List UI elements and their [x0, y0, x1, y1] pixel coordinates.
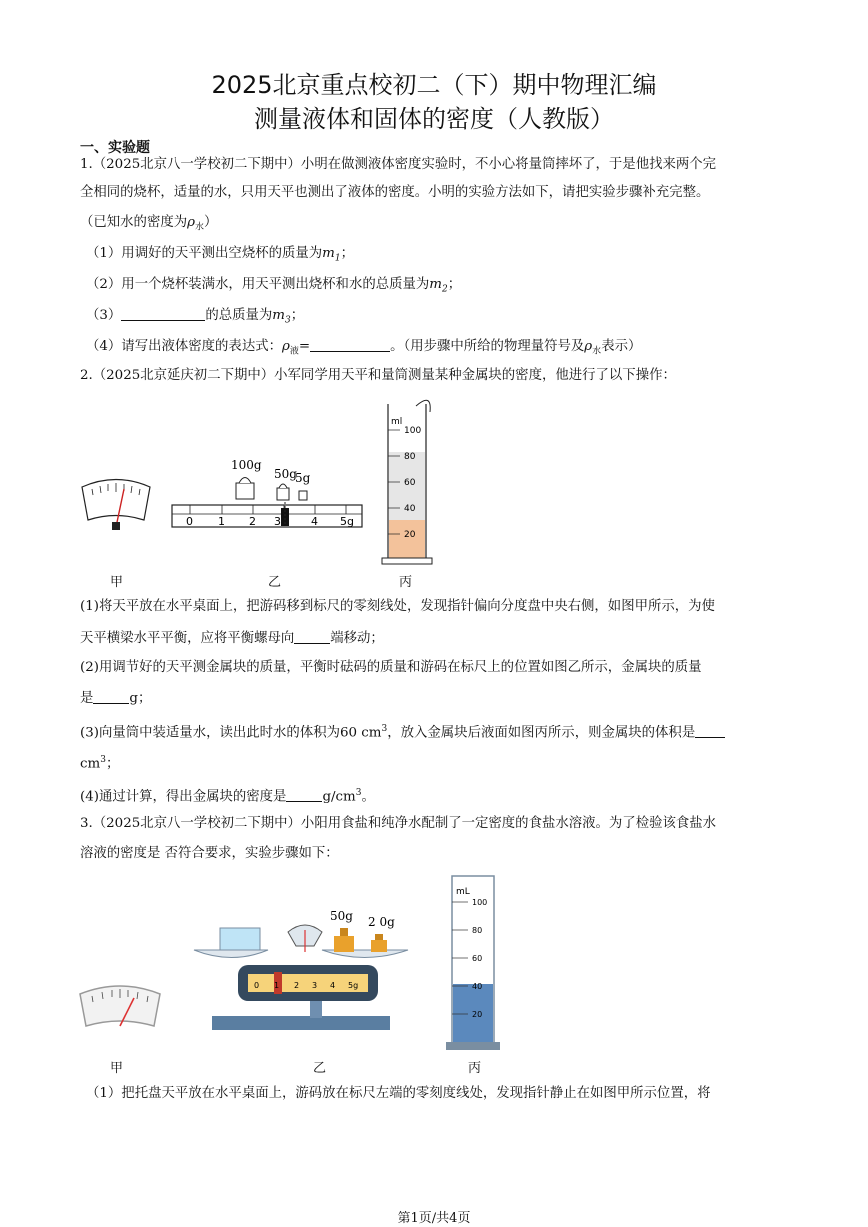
- dial-gauge-figure: [80, 986, 160, 1026]
- doc-title: 2025北京重点校初二（下）期中物理汇编: [211, 71, 657, 99]
- scale-tick-label: 0: [186, 515, 193, 528]
- scale-tick-label: 5g: [340, 515, 354, 528]
- q1-line2: 全相同的烧杯，适量的水，只用天平也测出了液体的密度。小明的实验方法如下，请把实验步骤补充完整。: [80, 185, 710, 200]
- weight-label: 50g: [274, 467, 297, 481]
- cylinder-tick-label: 80: [404, 452, 416, 462]
- scale-tick-label: 4: [330, 981, 336, 990]
- answer-blank[interactable]: [310, 337, 390, 352]
- scale-tick-label: 1: [218, 515, 225, 528]
- answer-blank[interactable]: [93, 689, 129, 704]
- cylinder-tick-label: 60: [404, 478, 416, 488]
- cylinder-unit: mL: [456, 887, 470, 897]
- dial-gauge-figure: [82, 480, 150, 531]
- q2-p4: (4)通过计算，得出金属块的密度是 $g/cm^3$。: [80, 788, 375, 805]
- scale-tick-label: 2: [249, 515, 256, 528]
- q2-p1b: 天平横梁水平平衡，应将平衡螺母向 端移动；: [80, 631, 384, 646]
- q1-step1: （1）用调好的天平测出空烧杯的质量为$m_1$；: [86, 246, 354, 264]
- q2-p2a: (2)用调节好的天平测金属块的质量，平衡时砝码的质量和游码在标尺上的位置如图乙所示，金属块的质量: [80, 660, 702, 675]
- cylinder-tick-label: 60: [472, 954, 483, 963]
- q2-figures: [78, 392, 458, 570]
- q1-line3: （已知水的密度为$\rho_水$）: [80, 215, 218, 233]
- q1-step2: （2）用一个烧杯装满水，用天平测出烧杯和水的总质量为$m_2$；: [86, 277, 462, 295]
- q3-figures: [78, 870, 508, 1058]
- answer-blank[interactable]: [121, 306, 205, 321]
- doc-subtitle: 测量液体和固体的密度（人教版）: [254, 105, 614, 133]
- figure-caption: 乙: [313, 1061, 327, 1076]
- scale-tick-label: 4: [311, 515, 318, 528]
- cylinder-tick-label: 80: [472, 926, 483, 935]
- cylinder-tick-label: 20: [472, 1010, 483, 1019]
- q1-line1: 1.（2025北京八一学校初二下期中）小明在做测液体密度实验时，不小心将量筒摔坏了，于是他找来两个完: [80, 157, 717, 172]
- answer-blank[interactable]: [286, 787, 322, 802]
- cylinder-unit: ml: [391, 417, 403, 427]
- balance-figure: [194, 909, 408, 1030]
- scale-tick-label: 0: [254, 981, 260, 990]
- q2-p3c: $cm^3$；: [80, 755, 120, 772]
- answer-blank[interactable]: [294, 629, 330, 644]
- answer-blank[interactable]: [695, 723, 725, 738]
- cylinder-tick-label: 40: [472, 982, 483, 991]
- section-heading: 一、实验题: [80, 140, 150, 156]
- q1-step3: （3） 的总质量为$m_3$；: [86, 308, 305, 326]
- weight-label: 100g: [231, 458, 262, 472]
- q2-p2b: 是 g；: [80, 691, 152, 706]
- q3-step1: （1）把托盘天平放在水平桌面上，游码放在标尺左端的零刻度线处，发现指针静止在如图甲所示位置，将: [86, 1086, 711, 1101]
- page-footer: 第1页/共4页: [397, 1211, 471, 1226]
- q3-line2: 溶液的密度是 否符合要求，实验步骤如下：: [80, 846, 339, 861]
- scale-tick-label: 1: [274, 981, 280, 990]
- cylinder-tick-label: 40: [404, 504, 416, 514]
- weight-label: 2 0g: [368, 915, 395, 929]
- scale-tick-label: 3: [274, 515, 281, 528]
- q2-line1: 2.（2025北京延庆初二下期中）小军同学用天平和量筒测量某种金属块的密度，他进行了以下操作：: [80, 368, 676, 383]
- balance-scale-figure: [172, 458, 362, 528]
- figure-caption: 甲: [110, 575, 124, 590]
- scale-tick-label: 3: [312, 981, 318, 990]
- figure-caption: 丙: [399, 575, 413, 590]
- cylinder-tick-label: 100: [472, 898, 488, 907]
- q3-line1: 3.（2025北京八一学校初二下期中）小阳用食盐和纯净水配制了一定密度的食盐水溶液。为了检验该食盐水: [80, 816, 717, 831]
- figure-caption: 乙: [268, 575, 282, 590]
- scale-tick-label: 2: [294, 981, 300, 990]
- cylinder-tick-label: 100: [404, 426, 422, 436]
- cylinder-tick-label: 20: [404, 530, 416, 540]
- q2-p3a: (3)向量筒中装适量水，读出此时水的体积为60 $cm^3$，放入金属块后液面如图丙所示，则金属块的体积是: [80, 720, 792, 742]
- weight-label: 5g: [295, 471, 311, 485]
- q1-step4: （4）请写出液体密度的表达式：$\rho_液=$ 。（用步骤中所给的物理量符号及$\rho_水$表示）: [86, 339, 642, 357]
- weight-label: 50g: [330, 909, 353, 923]
- scale-tick-label: 5g: [348, 981, 359, 990]
- graduated-cylinder-figure: [382, 400, 432, 564]
- figure-caption: 丙: [468, 1061, 482, 1076]
- graduated-cylinder-figure: [446, 876, 500, 1050]
- figure-caption: 甲: [110, 1061, 124, 1076]
- q2-p1a: (1)将天平放在水平桌面上，把游码移到标尺的零刻线处，发现指针偏向分度盘中央右侧，如图甲所示，为使: [80, 599, 715, 614]
